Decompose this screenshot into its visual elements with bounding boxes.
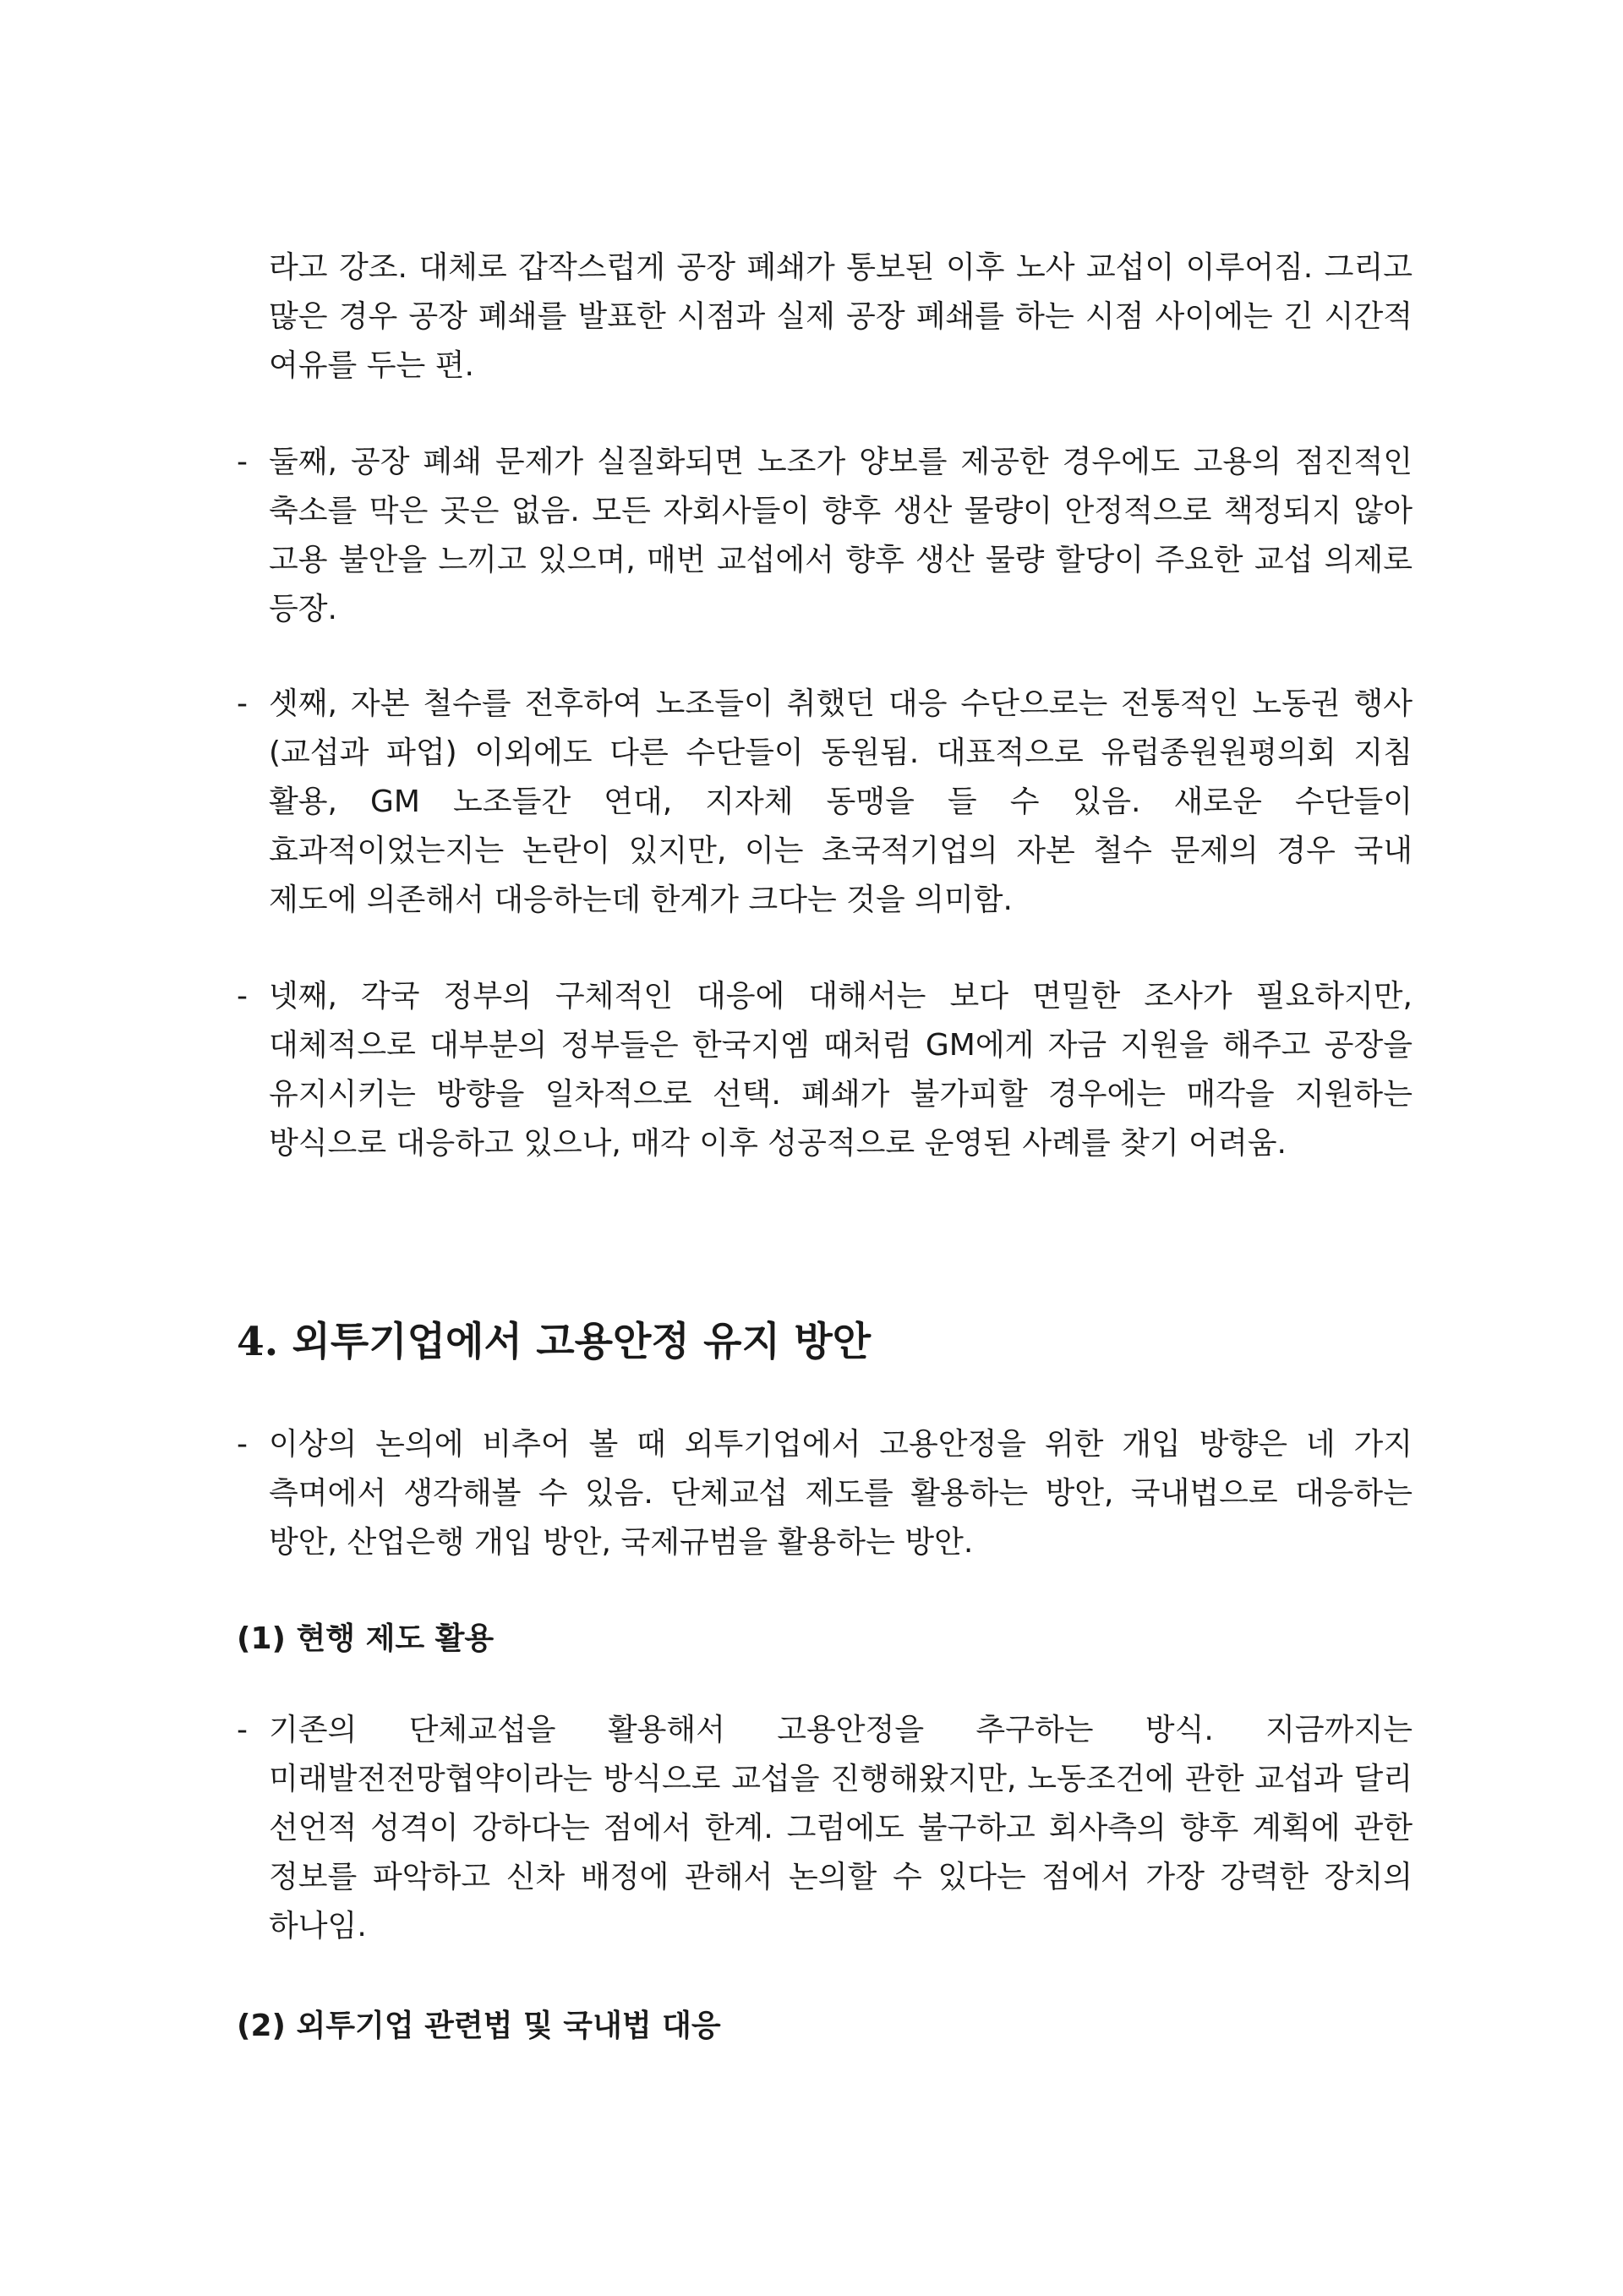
bullet-text: 둘째, 공장 폐쇄 문제가 실질화되면 노조가 양보를 제공한 경우에도 고용의 점진적인 축소를 막은 곳은 없음. 모든 자회사들이 향후 생산 물량이 안정적으로 책정되지 않아 고용 불안을 느끼고 있으며, 매번 교섭에서 향후 생산 물량 할당이 주요한 교섭 의제로 등장. (269, 445, 1413, 626)
bullet-dash: - (237, 686, 248, 721)
continued-paragraph: 라고 강조. 대체로 갑작스럽게 공장 폐쇄가 통보된 이후 노사 교섭이 이루어짐. 그리고 많은 경우 공장 폐쇄를 발표한 시점과 실제 공장 폐쇄를 하는 시점 사이에는 긴 시간적 여유를 두는 편. (269, 250, 1413, 383)
bullet-dash: - (237, 1427, 248, 1462)
subsection-heading-2: (2) 외투기업 관련법 및 국내법 대응 (237, 2009, 721, 2043)
bullet-item-fourth (237, 972, 1413, 1168)
bullet-dash: - (237, 979, 248, 1014)
bullet-dash: - (237, 1713, 248, 1747)
subsection-heading-1: (1) 현행 제도 활용 (237, 1621, 495, 1656)
bullet-text: 기존의 단체교섭을 활용해서 고용안정을 추구하는 방식. 지금까지는 미래발전전망협약이라는 방식으로 교섭을 진행해왔지만, 노동조건에 관한 교섭과 달리 선언적 성격이 강하다는 점에서 한계. 그럼에도 불구하고 회사측의 향후 계획에 관한 정보를 파악하고 신차 배정에 관해서 논의할 수 있다는 점에서 가장 강력한 장치의 하나임. (269, 1713, 1413, 1943)
bullet-item-intro (237, 1420, 1413, 1567)
bullet-item-second (237, 438, 1413, 634)
bullet-item-current-system (237, 1706, 1413, 1951)
bullet-item-third (237, 680, 1413, 925)
bullet-text: 셋째, 자본 철수를 전후하여 노조들이 취했던 대응 수단으로는 전통적인 노동권 행사(교섭과 파업) 이외에도 다른 수단들이 동원됨. 대표적으로 유럽종원원평의회 지침 활용, GM 노조들간 연대, 지자체 동맹을 들 수 있음. 새로운 수단들이 효과적이었는지는 논란이 있지만, 이는 초국적기업의 자본 철수 문제의 경우 국내 제도에 의존해서 대응하는데 한계가 크다는 것을 의미함. (269, 686, 1413, 917)
bullet-text: 넷째, 각국 정부의 구체적인 대응에 대해서는 보다 면밀한 조사가 필요하지만, 대체적으로 대부분의 정부들은 한국지엠 때처럼 GM에게 자금 지원을 해주고 공장을 유지시키는 방향을 일차적으로 선택. 폐쇄가 불가피할 경우에는 매각을 지원하는 방식으로 대응하고 있으나, 매각 이후 성공적으로 운영된 사례를 찾기 어려움. (269, 979, 1413, 1161)
bullet-text: 이상의 논의에 비추어 볼 때 외투기업에서 고용안정을 위한 개입 방향은 네 가지 측며에서 생각해볼 수 있음. 단체교섭 제도를 활용하는 방안, 국내법으로 대응하는 방안, 산업은행 개입 방안, 국제규범을 활용하는 방안. (269, 1427, 1413, 1560)
section-heading: 4. 외투기업에서 고용안정 유지 방안 (237, 1319, 872, 1365)
bullet-dash: - (237, 445, 248, 479)
